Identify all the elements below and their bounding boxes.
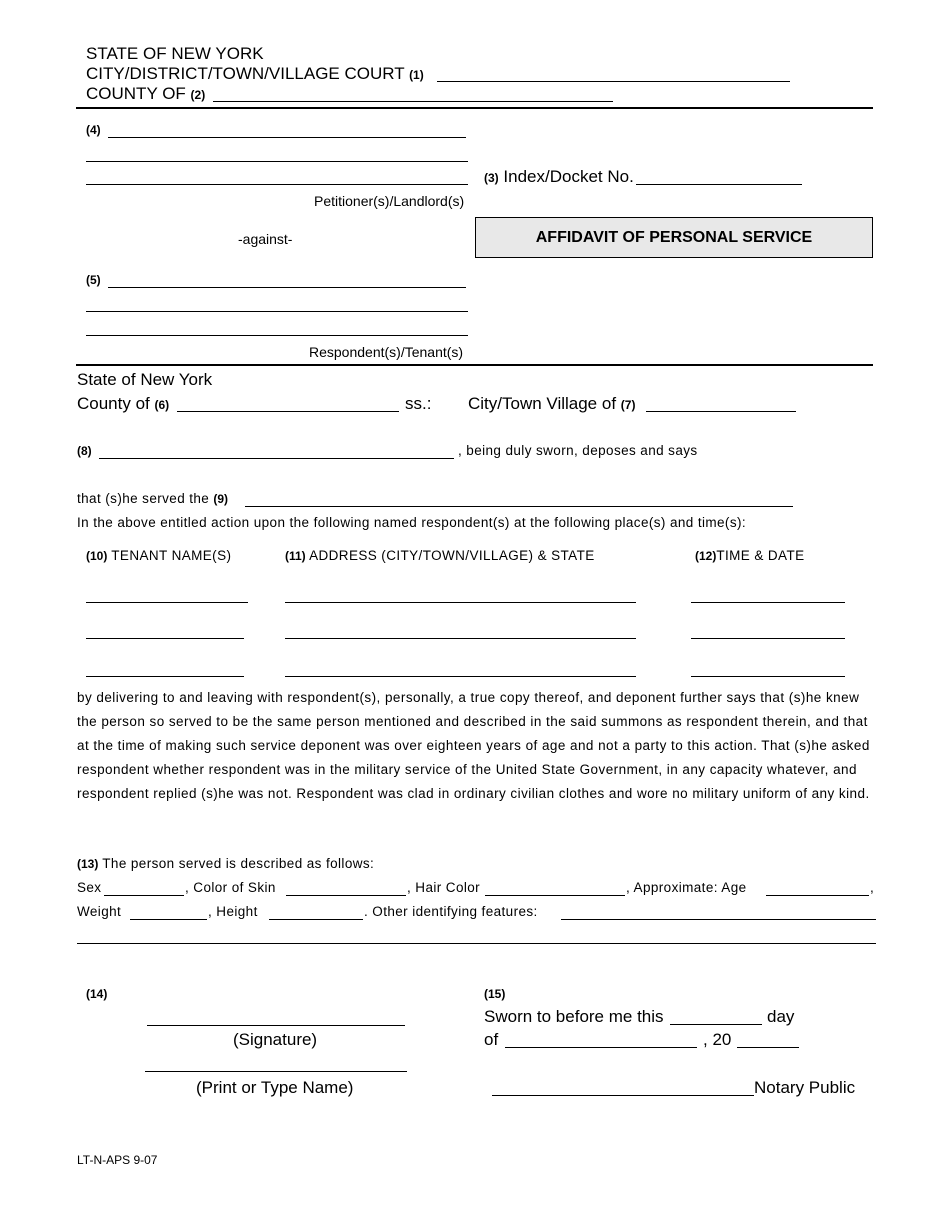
field-num-3: (3) [484, 171, 499, 185]
venue-county-field[interactable] [177, 411, 399, 412]
petitioner-field-3[interactable] [86, 184, 468, 185]
field-num-15: (15) [484, 987, 506, 1001]
form-id: LT-N-APS 9-07 [77, 1153, 158, 1167]
index-field[interactable] [636, 184, 802, 185]
court-field[interactable] [437, 81, 790, 82]
notary-public-label: Notary Public [754, 1078, 856, 1097]
col-tenant-header [86, 548, 231, 563]
time-date-field-1[interactable] [691, 602, 845, 603]
field-num-2: (2) [190, 88, 206, 102]
tenant-name-field-1[interactable] [86, 602, 248, 603]
weight-field[interactable] [130, 919, 207, 920]
petitioner-label: Petitioner(s)/Landlord(s) [314, 193, 465, 209]
col-tenant-label: TENANT NAME(S) [111, 548, 232, 563]
weight-label: Weight [77, 904, 122, 919]
header-state: STATE OF NEW YORK [86, 44, 264, 63]
petitioner-field-2[interactable] [86, 161, 468, 162]
height-field[interactable] [269, 919, 363, 920]
address-field-3[interactable] [285, 676, 636, 677]
age-label: , Approximate: Age [626, 880, 747, 895]
col-address-label: ADDRESS (CITY/TOWN/VILLAGE) & STATE [309, 548, 595, 563]
deponent-name-field[interactable] [99, 458, 454, 459]
venue-city [468, 394, 635, 414]
other-features-field-1[interactable] [561, 919, 876, 920]
venue-city-label: City/Town Village of [468, 394, 617, 413]
of-label: of [484, 1030, 499, 1049]
print-name-field[interactable] [145, 1071, 407, 1072]
deponent-text: , being duly sworn, deposes and says [458, 443, 698, 458]
respondent-field-2[interactable] [86, 311, 468, 312]
venue-state: State of New York [77, 370, 213, 389]
venue-county [77, 394, 169, 414]
col-address-header [285, 548, 595, 563]
field-num-11: (11) [285, 549, 306, 563]
sworn-day-field[interactable] [670, 1024, 762, 1025]
other-features-field-2[interactable] [77, 943, 876, 944]
petitioner-field-1[interactable] [108, 137, 466, 138]
description-intro-text: The person served is described as follows: [102, 856, 375, 871]
height-label: , Height [208, 904, 258, 919]
notary-signature-field[interactable] [492, 1095, 754, 1096]
signature-label: (Signature) [233, 1030, 318, 1049]
sex-field[interactable] [104, 895, 184, 896]
court-label: CITY/DISTRICT/TOWN/VILLAGE COURT [86, 64, 405, 83]
print-name-label: (Print or Type Name) [196, 1078, 354, 1097]
action-text: In the above entitled action upon the following named respondent(s) at the following place(s) and time(s): [77, 515, 747, 530]
field-num-13: (13) [77, 857, 99, 871]
age-field[interactable] [766, 895, 869, 896]
skin-color-field[interactable] [286, 895, 406, 896]
address-field-1[interactable] [285, 602, 636, 603]
caption-divider [76, 364, 873, 366]
sworn-year-field[interactable] [737, 1047, 799, 1048]
respondent-field-3[interactable] [86, 335, 468, 336]
col-time-header [695, 548, 805, 563]
signature-field[interactable] [147, 1025, 405, 1026]
served-document-field[interactable] [245, 506, 793, 507]
sex-label: Sex [77, 880, 102, 895]
field-num-10: (10) [86, 549, 108, 563]
hair-label: , Hair Color [407, 880, 481, 895]
col-time-label: TIME & DATE [716, 548, 805, 563]
field-num-7: (7) [620, 398, 636, 412]
tenant-name-field-2[interactable] [86, 638, 244, 639]
form-title: AFFIDAVIT OF PERSONAL SERVICE [475, 217, 873, 258]
venue-county-label: County of [77, 394, 150, 413]
respondent-label: Respondent(s)/Tenant(s) [309, 344, 464, 360]
other-features-label: . Other identifying features: [364, 904, 538, 919]
header-county [86, 84, 205, 104]
county-field[interactable] [213, 101, 613, 102]
respondent-field-1[interactable] [108, 287, 466, 288]
time-date-field-3[interactable] [691, 676, 845, 677]
time-date-field-2[interactable] [691, 638, 845, 639]
field-num-6: (6) [154, 398, 170, 412]
field-num-9: (9) [213, 492, 229, 506]
service-paragraph: by delivering to and leaving with respondent(s), personally, a true copy thereof, and deponent further says that (s)he knew the person so served to be the same person mentioned and described in the said summons as respondent therein, and that at the time of making such service deponent was over eighteen years of age and not a party to this action. That (s)he asked respondent whether respondent was in the military service of the United State Government, in any capacity whatever, and respondent replied (s)he was not. Respondent was clad in ordinary civilian clothes and wore no military uniform of any kind. [77, 690, 870, 801]
age-comma: , [870, 880, 875, 895]
sworn-label: Sworn to before me this [484, 1007, 664, 1026]
day-label: day [767, 1007, 795, 1026]
skin-label: , Color of Skin [185, 880, 276, 895]
field-num-5: (5) [86, 273, 101, 287]
header-court [86, 64, 424, 84]
tenant-name-field-3[interactable] [86, 676, 244, 677]
field-num-1: (1) [409, 68, 424, 82]
field-num-4: (4) [86, 123, 101, 137]
field-num-8: (8) [77, 444, 92, 458]
venue-city-field[interactable] [646, 411, 796, 412]
field-num-14: (14) [86, 987, 108, 1001]
header-divider [76, 107, 873, 109]
field-num-12: (12) [695, 549, 717, 563]
served-text: that (s)he served the [77, 491, 210, 506]
address-field-2[interactable] [285, 638, 636, 639]
against-label: -against- [238, 231, 293, 247]
sworn-month-field[interactable] [505, 1047, 697, 1048]
ss-label: ss.: [405, 394, 432, 413]
hair-color-field[interactable] [485, 895, 625, 896]
county-label: COUNTY OF [86, 84, 186, 103]
index-docket [484, 167, 634, 187]
description-intro [77, 856, 374, 871]
year-label: , 20 [703, 1030, 732, 1049]
served-line [77, 491, 228, 506]
index-label: Index/Docket No. [503, 167, 634, 186]
